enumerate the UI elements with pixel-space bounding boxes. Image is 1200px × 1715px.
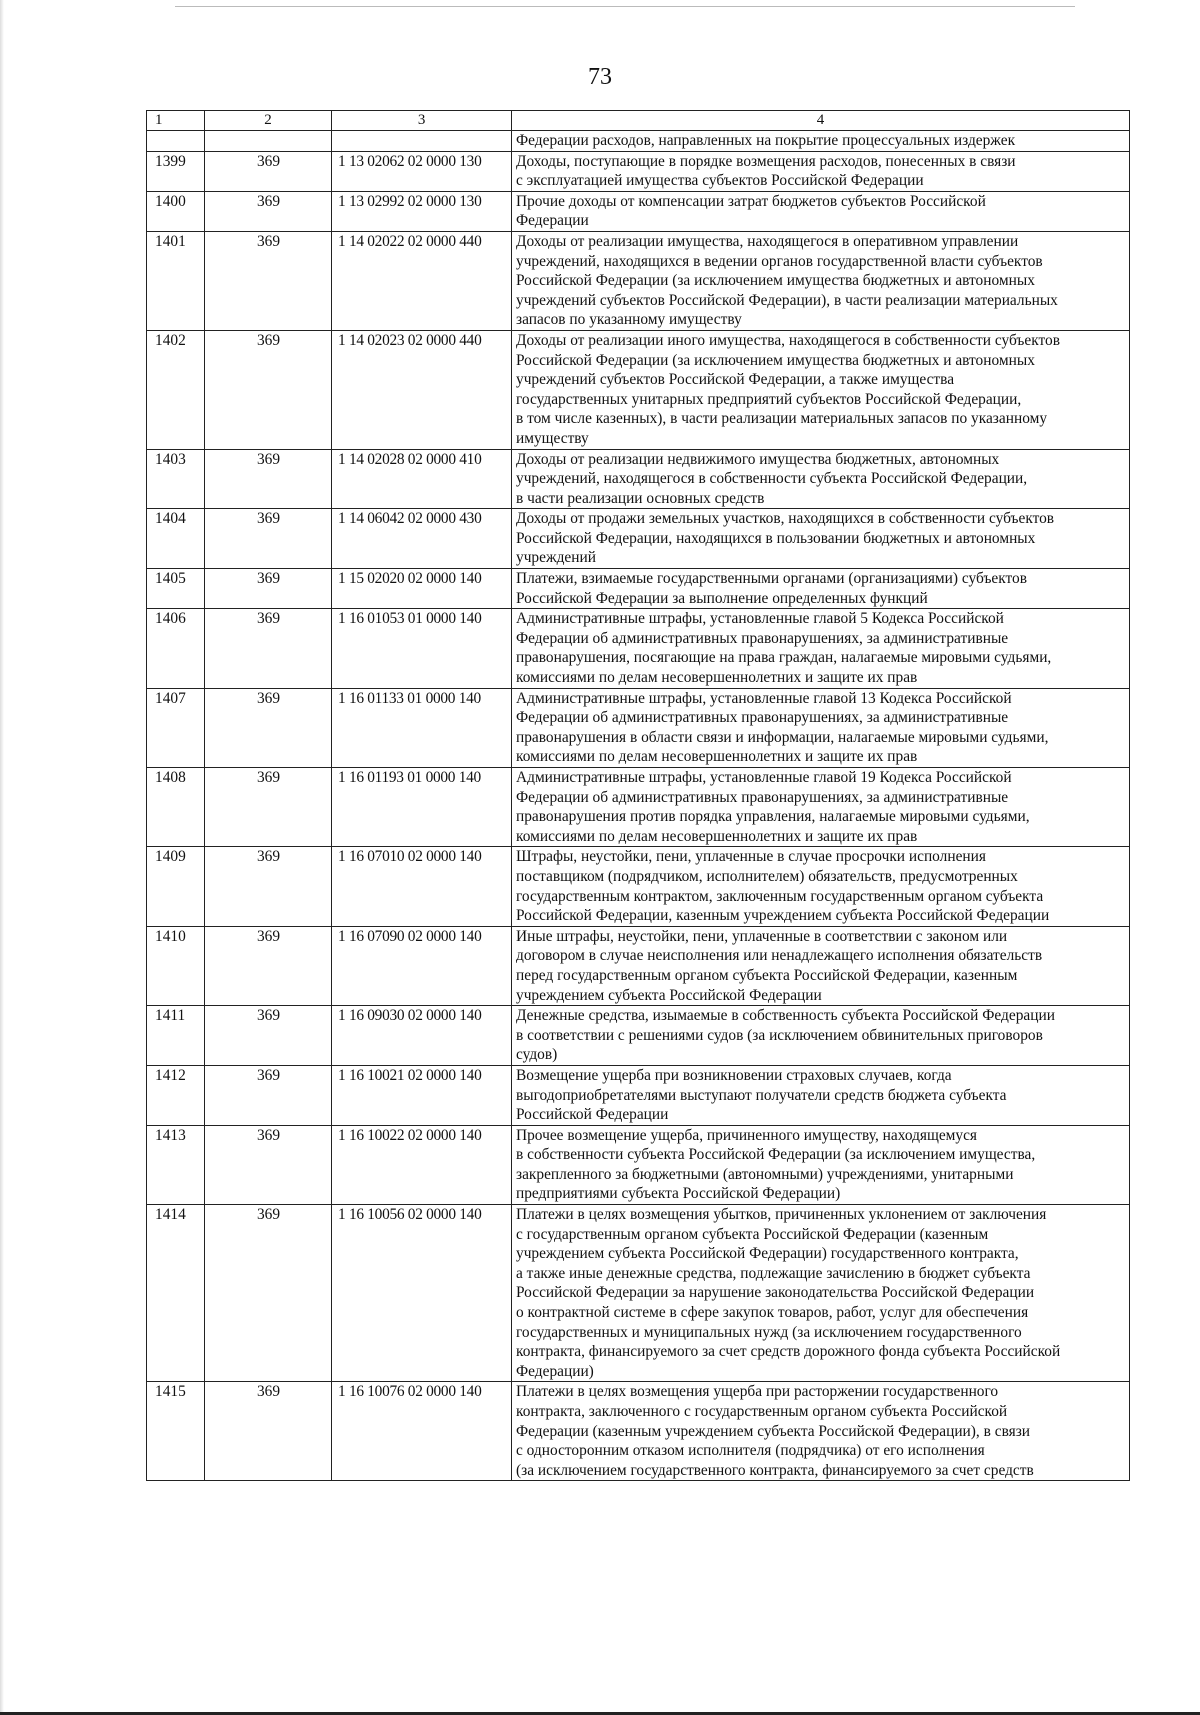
- row-number-cell: 1399: [147, 151, 205, 191]
- description-line: контракта, заключенного с государственным органом субъекта Российской: [516, 1403, 1008, 1420]
- table-row: [147, 847, 1130, 926]
- row-number-cell: 1404: [147, 509, 205, 569]
- description-line: с эксплуатацией имущества субъектов Российской Федерации: [516, 172, 924, 190]
- budget-code-cell: 1 16 10021 02 0000 140: [332, 1065, 512, 1125]
- description-line: Иные штрафы, неустойки, пени, уплаченные в соответствии с законом или: [516, 927, 1008, 945]
- row-number-cell: 1413: [147, 1125, 205, 1204]
- table-row: [147, 1125, 1130, 1204]
- description-line: Российской Федерации за нарушение законодательства Российской Федерации: [516, 1284, 1035, 1302]
- admin-code-cell: [205, 131, 332, 152]
- description-line: Федерации): [516, 1362, 594, 1380]
- description-line: Доходы, поступающие в порядке возмещения расходов, понесенных в связи: [516, 152, 1016, 170]
- table-row: [147, 609, 1130, 688]
- row-number-cell: 1408: [147, 768, 205, 847]
- description-line: о контрактной системе в сфере закупок товаров, работ, услуг для обеспечения: [516, 1304, 1029, 1322]
- row-number-cell: 1400: [147, 191, 205, 231]
- revenue-codes-table-wrap: [146, 110, 1130, 1481]
- table-row: [147, 1006, 1130, 1066]
- column-header-2: 2: [205, 111, 332, 131]
- description-line: договором в случае неисполнения или ненадлежащего исполнения обязательств: [516, 947, 1043, 965]
- budget-code-cell: 1 13 02992 02 0000 130: [332, 191, 512, 231]
- admin-code-cell: 369: [205, 926, 332, 1005]
- description-line: Федерации об административных правонарушениях, за административные: [516, 788, 1009, 806]
- table-row: [147, 151, 1130, 191]
- description-line: Федерации: [516, 212, 589, 230]
- description-line: Административные штрафы, установленные главой 13 Кодекса Российской: [516, 689, 1012, 707]
- description-cell: [512, 1382, 1130, 1481]
- description-cell: [512, 569, 1130, 609]
- column-header-3: 3: [332, 111, 512, 131]
- description-line: правонарушения в области связи и информации, налагаемые мировыми судьями,: [516, 728, 1049, 746]
- budget-code-cell: 1 13 02062 02 0000 130: [332, 151, 512, 191]
- budget-code-cell: 1 15 02020 02 0000 140: [332, 569, 512, 609]
- admin-code-cell: 369: [205, 231, 332, 330]
- page-number: 73: [588, 64, 612, 90]
- table-row: [147, 191, 1130, 231]
- description-line: Административные штрафы, установленные главой 5 Кодекса Российской: [516, 610, 1004, 628]
- admin-code-cell: 369: [205, 569, 332, 609]
- description-cell: [512, 191, 1130, 231]
- row-number-cell: 1407: [147, 688, 205, 767]
- row-number-cell: 1405: [147, 569, 205, 609]
- description-cell: [512, 1205, 1130, 1382]
- admin-code-cell: 369: [205, 1382, 332, 1481]
- description-cell: [512, 151, 1130, 191]
- description-line: учреждений, находящегося в собственности субъекта Российской Федерации,: [516, 470, 1028, 488]
- description-line: правонарушения, посягающие на права граждан, налагаемые мировыми судьями,: [516, 649, 1052, 667]
- description-line: в соответствии с решениями судов (за исключением обвинительных приговоров: [516, 1026, 1043, 1044]
- scan-top-rule: [175, 6, 1075, 7]
- description-line: с односторонним отказом исполнителя (подрядчика) от его исполнения: [516, 1442, 985, 1460]
- admin-code-cell: 369: [205, 191, 332, 231]
- description-line: запасов по указанному имуществу: [516, 311, 742, 329]
- description-line: комиссиями по делам несовершеннолетних и защите их прав: [516, 748, 918, 766]
- admin-code-cell: 369: [205, 847, 332, 926]
- table-row: [147, 768, 1130, 847]
- description-line: государственных и муниципальных нужд (за исключением государственного: [516, 1323, 1022, 1341]
- table-row: [147, 449, 1130, 509]
- description-cell: [512, 1125, 1130, 1204]
- description-line: Российской Федерации (за исключением имущества бюджетных и автономных: [516, 351, 1035, 369]
- description-line: Денежные средства, изымаемые в собственность субъекта Российской Федерации: [516, 1007, 1055, 1025]
- budget-code-cell: [332, 131, 512, 152]
- row-number-cell: 1406: [147, 609, 205, 688]
- description-line: имуществу: [516, 429, 589, 447]
- description-line: Федерации об административных правонарушениях, за административные: [516, 709, 1009, 727]
- admin-code-cell: 369: [205, 449, 332, 509]
- column-header-4: 4: [512, 111, 1130, 131]
- description-line: Российской Федерации за выполнение определенных функций: [516, 589, 928, 607]
- description-cell: [512, 509, 1130, 569]
- description-line: Административные штрафы, установленные главой 19 Кодекса Российской: [516, 769, 1012, 786]
- description-line: правонарушения против порядка управления, налагаемые мировыми судьями,: [516, 808, 1030, 826]
- description-line: комиссиями по делам несовершеннолетних и защите их прав: [516, 669, 918, 687]
- description-line: Российской Федерации, находящихся в пользовании бюджетных и автономных: [516, 529, 1036, 547]
- description-line: Российской Федерации: [516, 1106, 669, 1124]
- description-cell: Федерации расходов, направленных на покрытие процессуальных издержек: [512, 131, 1130, 152]
- row-number-cell: 1414: [147, 1205, 205, 1382]
- description-line: Штрафы, неустойки, пени, уплаченные в случае просрочки исполнения: [516, 848, 986, 866]
- row-number-cell: [147, 131, 205, 152]
- scan-edge: [0, 0, 4, 1715]
- description-cell: [512, 688, 1130, 767]
- description-line: Российской Федерации (за исключением имущества бюджетных и автономных: [516, 272, 1035, 290]
- description-cell: [512, 1006, 1130, 1066]
- description-line: а также иные денежные средства, подлежащие зачислению в бюджет субъекта: [516, 1264, 1031, 1282]
- admin-code-cell: 369: [205, 330, 332, 449]
- budget-code-cell: 1 16 01133 01 0000 140: [332, 688, 512, 767]
- budget-code-cell: 1 16 09030 02 0000 140: [332, 1006, 512, 1066]
- table-row: [147, 688, 1130, 767]
- table-row: [147, 330, 1130, 449]
- table-row: [147, 1205, 1130, 1382]
- description-cell: [512, 449, 1130, 509]
- description-line: учреждением субъекта Российской Федерации) государственного контракта,: [516, 1245, 1019, 1263]
- description-line: в части реализации основных средств: [516, 489, 765, 507]
- description-line: государственным контрактом, заключенным государственным органом субъекта: [516, 887, 1044, 905]
- row-number-cell: 1401: [147, 231, 205, 330]
- column-header-1: 1: [147, 111, 205, 131]
- description-line: комиссиями по делам несовершеннолетних и защите их прав: [516, 827, 918, 845]
- budget-code-cell: 1 16 07090 02 0000 140: [332, 926, 512, 1005]
- description-cell: [512, 609, 1130, 688]
- row-number-cell: 1402: [147, 330, 205, 449]
- description-line: предприятиями субъекта Российской Федерации): [516, 1185, 841, 1203]
- admin-code-cell: 369: [205, 609, 332, 688]
- table-row: [147, 569, 1130, 609]
- budget-code-cell: 1 16 07010 02 0000 140: [332, 847, 512, 926]
- table-row: [147, 509, 1130, 569]
- budget-code-cell: 1 14 02023 02 0000 440: [332, 330, 512, 449]
- description-cell: [512, 847, 1130, 926]
- description-line: (за исключением государственного контракта, финансируемого за счет средств: [516, 1461, 1034, 1479]
- table-row: [147, 1065, 1130, 1125]
- description-line: Прочее возмещение ущерба, причиненного имуществу, находящемуся: [516, 1126, 978, 1144]
- description-cell: [512, 926, 1130, 1005]
- row-number-cell: 1403: [147, 449, 205, 509]
- description-cell: [512, 1065, 1130, 1125]
- description-line: закрепленного за бюджетными (автономными) учреждениями, унитарными: [516, 1165, 1014, 1183]
- description-line: Доходы от реализации недвижимого имущества бюджетных, автономных: [516, 450, 1000, 468]
- budget-code-cell: 1 14 02028 02 0000 410: [332, 449, 512, 509]
- description-line: поставщиком (подрядчиком, исполнителем) обязательств, предусмотренных: [516, 867, 1018, 885]
- budget-code-cell: 1 14 06042 02 0000 430: [332, 509, 512, 569]
- description-line: в собственности субъекта Российской Федерации (за исключением имущества,: [516, 1146, 1036, 1164]
- description-line: Доходы от реализации имущества, находящегося в оперативном управлении: [516, 232, 1019, 250]
- column-number-header-row: [147, 111, 1130, 131]
- continuation-row: [147, 131, 1130, 152]
- admin-code-cell: 369: [205, 151, 332, 191]
- description-line: учреждений: [516, 549, 596, 567]
- budget-code-cell: 1 16 10022 02 0000 140: [332, 1125, 512, 1204]
- admin-code-cell: 369: [205, 688, 332, 767]
- description-line: Российской Федерации, казенным учреждением субъекта Российской Федерации: [516, 907, 1050, 925]
- budget-code-cell: 1 16 01053 01 0000 140: [332, 609, 512, 688]
- revenue-codes-table: [146, 110, 1130, 1481]
- description-line: Платежи в целях возмещения ущерба при расторжении государственного: [516, 1383, 999, 1401]
- description-line: Платежи, взимаемые государственными органами (организациями) субъектов: [516, 570, 1027, 588]
- description-cell: [512, 231, 1130, 330]
- table-row: [147, 1382, 1130, 1481]
- description-line: контракта, финансируемого за счет средств дорожного фонда субъекта Российской: [516, 1343, 1061, 1361]
- description-line: Платежи в целях возмещения убытков, причиненных уклонением от заключения: [516, 1206, 1047, 1224]
- description-line: учреждений субъектов Российской Федерации), в части реализации материальных: [516, 291, 1058, 309]
- description-line: учреждений субъектов Российской Федерации, а также имущества: [516, 371, 955, 389]
- description-line: с государственным органом субъекта Российской Федерации (казенным: [516, 1225, 989, 1243]
- admin-code-cell: 369: [205, 768, 332, 847]
- budget-code-cell: 1 16 10076 02 0000 140: [332, 1382, 512, 1481]
- table-row: [147, 231, 1130, 330]
- row-number-cell: 1410: [147, 926, 205, 1005]
- description-line: Возмещение ущерба при возникновении страховых случаев, когда: [516, 1066, 952, 1084]
- row-number-cell: 1412: [147, 1065, 205, 1125]
- description-line: выгодоприобретателями выступают получатели средств бюджета субъекта: [516, 1086, 1007, 1104]
- description-line: учреждений, находящихся в ведении органов государственной власти субъектов: [516, 252, 1043, 270]
- description-line: государственных унитарных предприятий субъектов Российской Федерации,: [516, 390, 1022, 408]
- budget-code-cell: 1 16 10056 02 0000 140: [332, 1205, 512, 1382]
- admin-code-cell: 369: [205, 1125, 332, 1204]
- budget-code-cell: 1 16 01193 01 0000 140: [332, 768, 512, 847]
- description-line: Доходы от продажи земельных участков, находящихся в собственности субъектов: [516, 510, 1055, 528]
- description-line: учреждением субъекта Российской Федерации: [516, 986, 822, 1004]
- admin-code-cell: 369: [205, 1065, 332, 1125]
- admin-code-cell: 369: [205, 1006, 332, 1066]
- description-line: судов): [516, 1046, 558, 1064]
- description-line: Федерации (казенным учреждением субъекта Российской Федерации), в связи: [516, 1422, 1031, 1440]
- row-number-cell: 1411: [147, 1006, 205, 1066]
- description-line: Прочие доходы от компенсации затрат бюджетов субъектов Российской: [516, 192, 986, 210]
- description-line: в том числе казенных), в части реализации материальных запасов по указанному: [516, 410, 1048, 428]
- budget-code-cell: 1 14 02022 02 0000 440: [332, 231, 512, 330]
- admin-code-cell: 369: [205, 1205, 332, 1382]
- description-line: перед государственным органом субъекта Российской Федерации, казенным: [516, 966, 1018, 984]
- description-cell: [512, 768, 1130, 847]
- row-number-cell: 1409: [147, 847, 205, 926]
- admin-code-cell: 369: [205, 509, 332, 569]
- row-number-cell: 1415: [147, 1382, 205, 1481]
- table-row: [147, 926, 1130, 1005]
- description-line: Федерации об административных правонарушениях, за административные: [516, 629, 1009, 647]
- description-line: Доходы от реализации иного имущества, находящегося в собственности субъектов: [516, 331, 1060, 349]
- description-cell: [512, 330, 1130, 449]
